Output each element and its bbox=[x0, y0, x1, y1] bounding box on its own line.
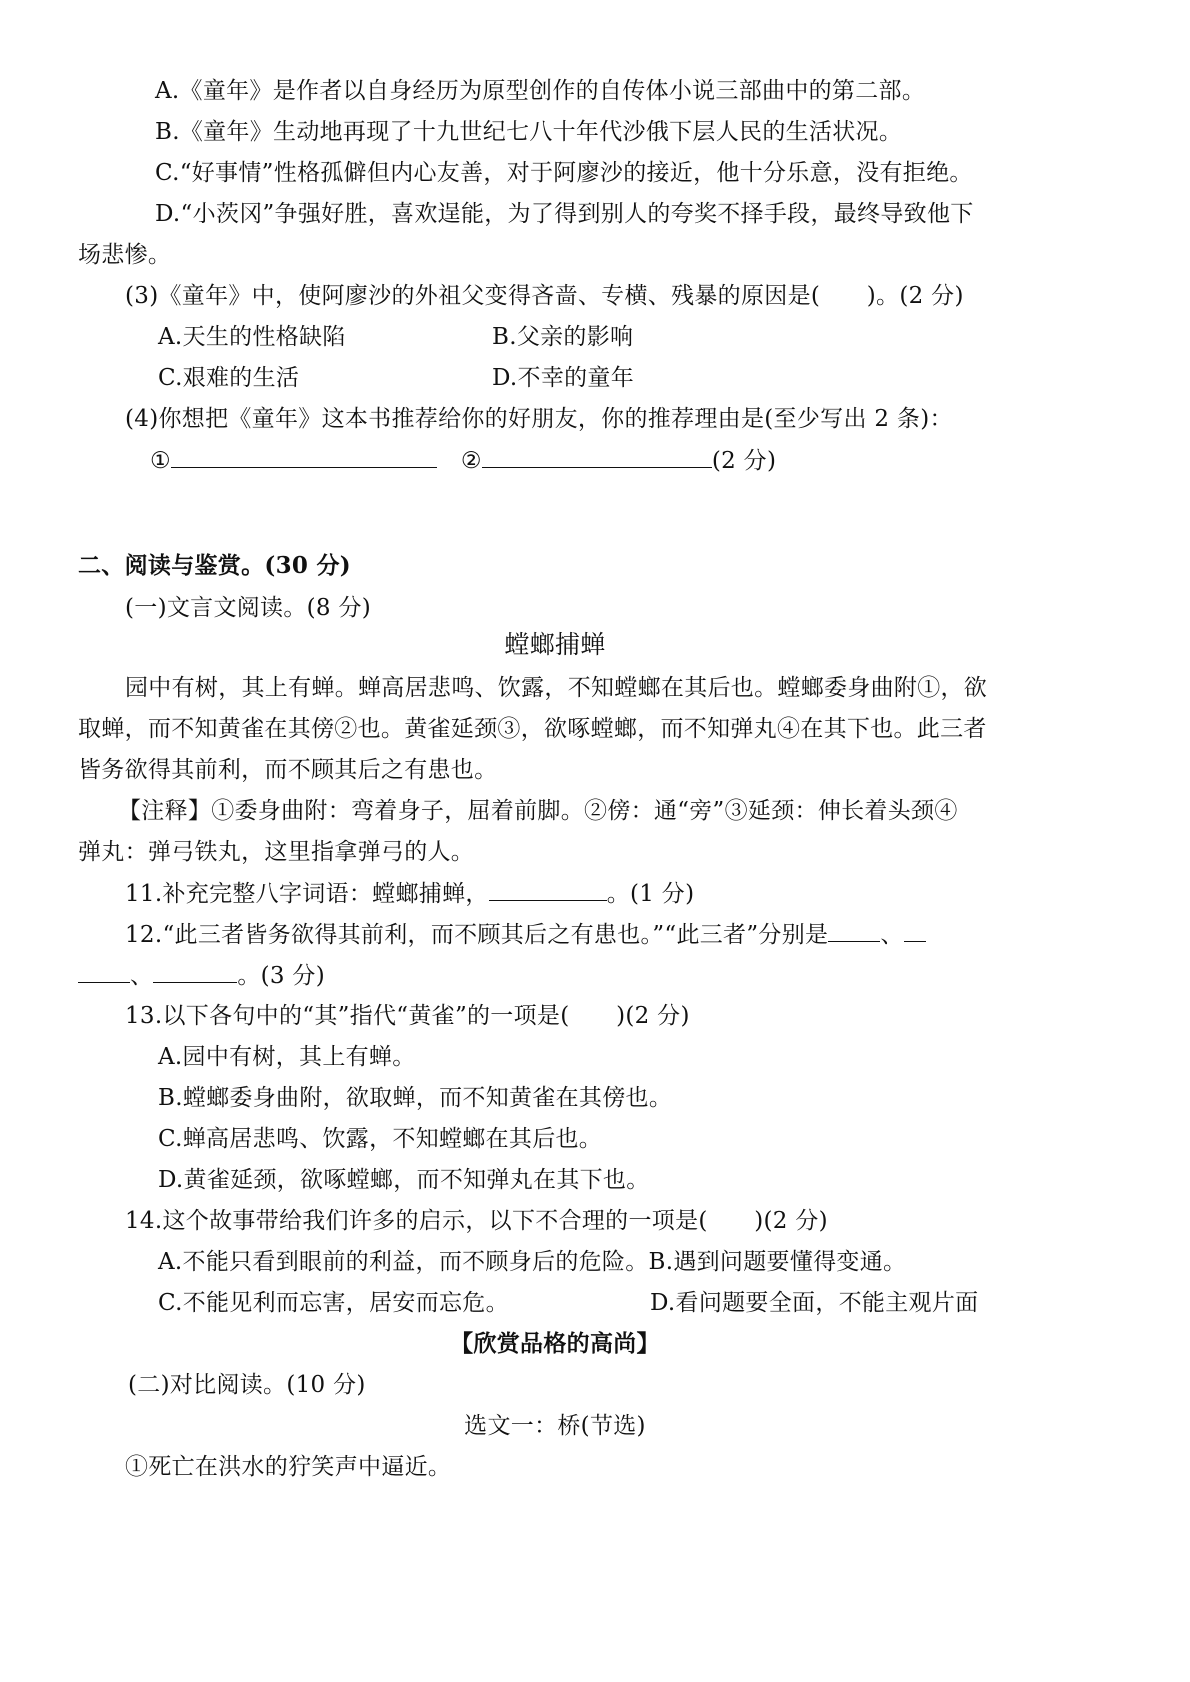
passage-line-2: 取蝉，而不知黄雀在其傍②也。黄雀延颈③，欲啄螳螂，而不知弹丸④在其下也。此三者 bbox=[78, 716, 987, 742]
q13-stem: 13.以下各句中的“其”指代“黄雀”的一项是( )(2 分) bbox=[125, 1003, 690, 1029]
notes-line-1: 【注释】①委身曲附：弯着身子，屈着前脚。②傍：通“旁”③延颈：伸长着头颈④ bbox=[118, 798, 958, 824]
q14-option-d: D.看问题要全面，不能主观片面 bbox=[650, 1290, 979, 1316]
q4-mark-1: ① bbox=[150, 448, 171, 474]
q13-option-c: C.蝉高居悲鸣、饮露，不知螳螂在其后也。 bbox=[158, 1126, 603, 1152]
passage-title: 螳螂捕蝉 bbox=[504, 630, 606, 659]
q13-option-b: B.螳螂委身曲附，欲取蝉，而不知黄雀在其傍也。 bbox=[158, 1085, 673, 1111]
q2-option-c: C.“好事情”性格孤僻但内心友善，对于阿廖沙的接近，他十分乐意，没有拒绝。 bbox=[155, 160, 973, 186]
q14-option-c: C.不能见利而忘害，居安而忘危。 bbox=[158, 1290, 509, 1316]
notes-line-2: 弹丸：弹弓铁丸，这里指拿弹弓的人。 bbox=[78, 839, 475, 865]
q3-option-a: A.天生的性格缺陷 bbox=[158, 324, 346, 350]
passage-line-3: 皆务欲得其前利，而不顾其后之有患也。 bbox=[78, 757, 498, 783]
q3-option-b: B.父亲的影响 bbox=[492, 324, 634, 350]
q4-score: (2 分) bbox=[711, 448, 777, 474]
q13-option-d: D.黄雀延颈，欲啄螳螂，而不知弹丸在其下也。 bbox=[158, 1167, 650, 1193]
q12-sep-1: 、 bbox=[880, 922, 904, 948]
q4-mark-2: ② bbox=[460, 448, 482, 474]
q12-answer-blank-3[interactable] bbox=[153, 960, 237, 983]
q14-option-ab: A.不能只看到眼前的利益，而不顾身后的危险。B.遇到问题要懂得变通。 bbox=[158, 1249, 907, 1275]
section2-heading: 二、阅读与鉴赏。(30 分) bbox=[78, 552, 351, 579]
q12-stem: 12.“此三者皆务欲得其前利，而不顾其后之有患也。”“此三者”分别是 bbox=[125, 922, 829, 948]
q14-stem: 14.这个故事带给我们许多的启示，以下不合理的一项是( )(2 分) bbox=[125, 1208, 828, 1234]
q3-option-d: D.不幸的童年 bbox=[492, 365, 635, 391]
q12-answer-blank-2-end[interactable] bbox=[78, 960, 130, 983]
q12 bbox=[125, 919, 926, 950]
q12-answer-blank-1[interactable] bbox=[828, 919, 880, 942]
q3-option-c: C.艰难的生活 bbox=[158, 365, 300, 391]
excerpt-title: 选文一：桥(节选) bbox=[464, 1413, 646, 1439]
q2-option-d: D.“小茨冈”争强好胜，喜欢逞能，为了得到别人的夸奖不择手段，最终导致他下 bbox=[155, 201, 974, 227]
q12-answer-blank-2-start[interactable] bbox=[904, 919, 926, 942]
q13-option-a: A.园中有树，其上有蝉。 bbox=[158, 1044, 416, 1070]
q12-score: 。(3 分) bbox=[237, 963, 326, 989]
q4-answer-line bbox=[150, 445, 776, 476]
part1-heading: (一)文言文阅读。(8 分) bbox=[125, 595, 372, 621]
q4-answer-blank-2[interactable] bbox=[482, 445, 712, 468]
passage-line-1: 园中有树，其上有蝉。蝉高居悲鸣、饮露，不知螳螂在其后也。螳螂委身曲附①，欲 bbox=[125, 675, 988, 701]
q3-stem: (3)《童年》中，使阿廖沙的外祖父变得吝啬、专横、残暴的原因是( )。(2 分) bbox=[125, 283, 964, 309]
q11 bbox=[125, 878, 694, 909]
q11-answer-blank[interactable] bbox=[489, 878, 607, 901]
q12-cont bbox=[78, 960, 325, 991]
q11-stem: 11.补充完整八字词语：螳螂捕蝉， bbox=[125, 881, 489, 907]
q12-sep-2: 、 bbox=[130, 963, 154, 989]
part2-heading: (二)对比阅读。(10 分) bbox=[128, 1372, 366, 1398]
q11-score: 。(1 分) bbox=[606, 881, 695, 907]
q2-option-d-cont: 场悲惨。 bbox=[78, 242, 172, 268]
excerpt-line-1: ①死亡在洪水的狞笑声中逼近。 bbox=[125, 1454, 452, 1480]
section-banner: 【欣赏品格的高尚】 bbox=[450, 1330, 660, 1357]
q4-answer-blank-1[interactable] bbox=[171, 445, 437, 468]
q2-option-b: B.《童年》生动地再现了十九世纪七八十年代沙俄下层人民的生活状况。 bbox=[155, 119, 903, 145]
q2-option-a: A.《童年》是作者以自身经历为原型创作的自传体小说三部曲中的第二部。 bbox=[155, 78, 926, 104]
q4-stem: (4)你想把《童年》这本书推荐给你的好朋友，你的推荐理由是(至少写出 2 条)： bbox=[125, 406, 953, 432]
